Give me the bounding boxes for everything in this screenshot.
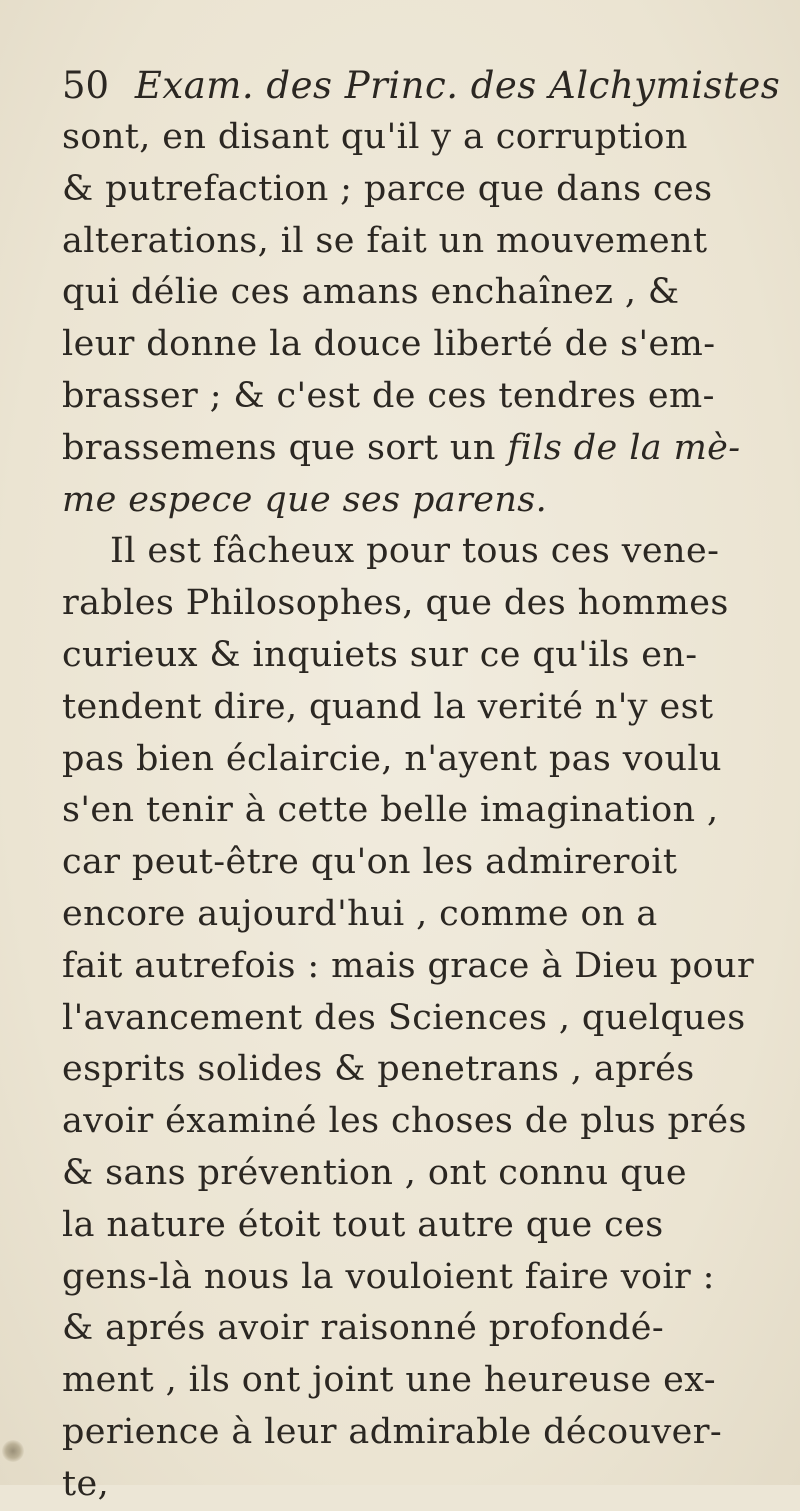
text-span: & sans prévention , ont connu que <box>62 1152 687 1193</box>
text-span: & aprés avoir raisonné profondé- <box>62 1308 665 1349</box>
text-line <box>62 1200 792 1252</box>
text-span: gens-là nous la vouloient faire voir : <box>62 1256 715 1297</box>
text-line <box>62 112 792 164</box>
page-number: 50 <box>62 64 110 107</box>
text-line <box>62 1096 792 1148</box>
text-span: l'avancement des Sciences , quelques <box>62 997 746 1038</box>
text-line <box>62 1044 792 1096</box>
text-span: tendent dire, quand la verité n'y est <box>62 686 714 727</box>
text-line <box>62 1355 792 1407</box>
text-line <box>62 993 792 1045</box>
text-line <box>62 1407 792 1459</box>
text-line <box>62 578 792 630</box>
text-span: curieux & inquiets sur ce qu'ils en- <box>62 634 698 675</box>
text-line <box>62 889 792 941</box>
text-span: esprits solides & penetrans , aprés <box>62 1049 695 1090</box>
text-line <box>62 526 792 578</box>
text-line <box>62 1252 792 1304</box>
text-span: la nature étoit tout autre que ces <box>62 1204 664 1245</box>
text-line <box>62 785 792 837</box>
text-line <box>62 837 792 889</box>
text-line <box>62 164 792 216</box>
text-line <box>62 941 792 993</box>
text-line <box>62 423 792 475</box>
text-span: ment , ils ont joint une heureuse ex- <box>62 1360 716 1401</box>
text-line <box>62 682 792 734</box>
text-span: te, <box>62 1463 110 1504</box>
text-span: car peut-être qu'on les admireroit <box>62 842 678 883</box>
text-span: brassemens que sort un <box>62 427 508 468</box>
text-line <box>62 1148 792 1200</box>
text-span: avoir éxaminé les choses de plus prés <box>62 1101 747 1142</box>
text-line <box>62 630 792 682</box>
page-header <box>62 62 780 110</box>
text-span: Il est fâcheux pour tous ces vene- <box>110 531 720 572</box>
text-span: qui délie ces amans enchaînez , & <box>62 272 680 313</box>
text-span: s'en tenir à cette belle imagination , <box>62 790 719 831</box>
text-line <box>62 1303 792 1355</box>
text-span: encore aujourd'hui , comme on a <box>62 893 658 934</box>
text-line <box>62 371 792 423</box>
text-line <box>62 475 792 527</box>
text-line <box>62 319 792 371</box>
text-line <box>62 734 792 786</box>
text-span: perience à leur admirable découver- <box>62 1411 723 1452</box>
text-span: alterations, il se fait un mouvement <box>62 220 708 261</box>
text-span: leur donne la douce liberté de s'em- <box>62 324 716 365</box>
italic-text-span: fils de la mè- <box>507 427 741 468</box>
italic-text-span: me espece que ses parens. <box>62 479 548 520</box>
text-span: fait autrefois : mais grace à Dieu pour <box>62 945 755 986</box>
running-head: Exam. des Princ. des Alchymistes <box>134 64 781 107</box>
text-span: sont, en disant qu'il y a corruption <box>62 117 688 157</box>
text-line <box>62 216 792 268</box>
text-span: pas bien éclaircie, n'ayent pas voulu <box>62 738 722 779</box>
text-span: rables Philosophes, que des hommes <box>62 583 729 624</box>
body-text <box>62 112 792 1511</box>
ink-speck <box>2 1440 24 1462</box>
text-line <box>62 267 792 319</box>
text-span: brasser ; & c'est de ces tendres em- <box>62 375 715 416</box>
text-span: & putrefaction ; parce que dans ces <box>62 168 713 209</box>
